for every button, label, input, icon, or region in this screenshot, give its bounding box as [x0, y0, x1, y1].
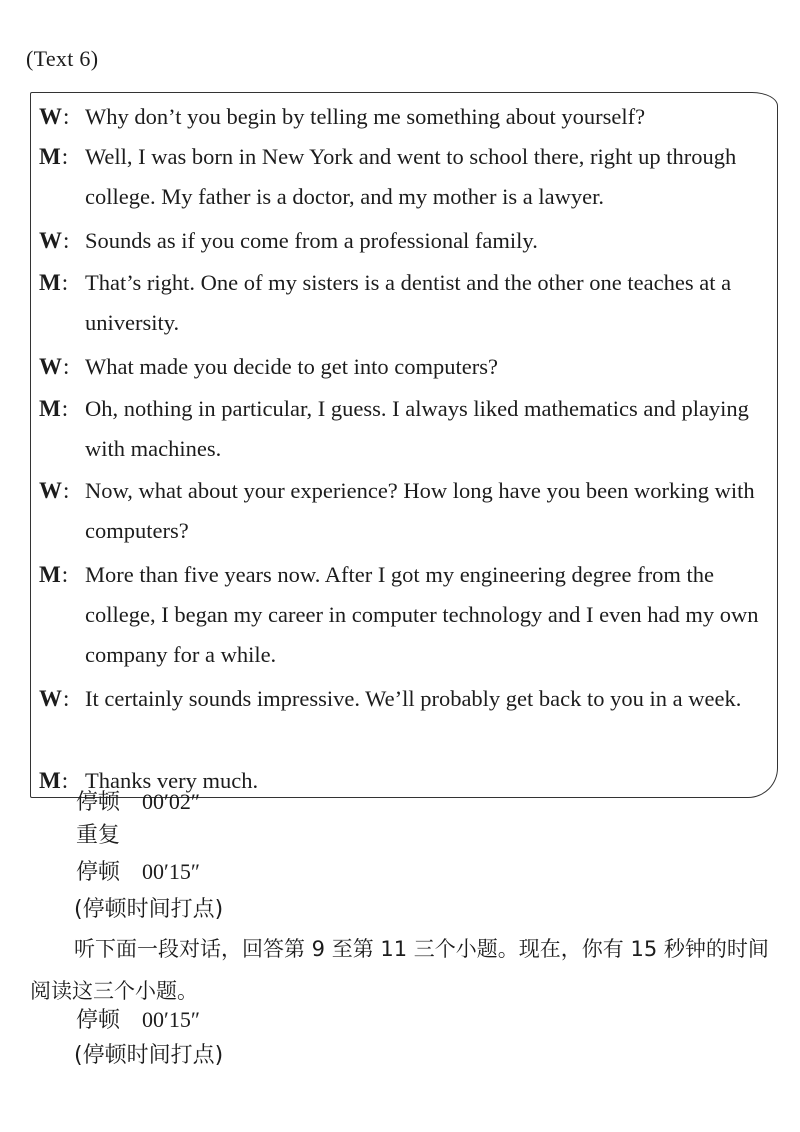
speaker-label: W:: [39, 354, 70, 379]
speaker-label: M:: [39, 270, 69, 295]
speaker-label: M:: [39, 144, 69, 169]
speaker-label: W:: [39, 228, 70, 253]
repeat-line: 重复: [76, 823, 121, 848]
speaker-label: M:: [39, 768, 69, 793]
page-label: (Text 6): [26, 46, 99, 71]
dialogue-turn: [39, 389, 777, 471]
turn-text: Oh, nothing in particular, I guess. I always liked mathematics and playing with machines.: [85, 396, 749, 461]
pause-line: [76, 788, 200, 817]
dialogue-turn: [39, 221, 777, 263]
dialogue-turn: [39, 679, 777, 761]
turn-text: It certainly sounds impressive. We’ll probably get back to you in a week.: [85, 686, 742, 711]
turn-text: Now, what about your experience? How long have you been working with computers?: [85, 478, 755, 543]
pause-time: 00′15″: [142, 1007, 200, 1032]
pause-time: 00′15″: [142, 859, 200, 884]
pause-time: 00′02″: [142, 789, 200, 814]
turn-text: Sounds as if you come from a professional family.: [85, 228, 538, 253]
speaker-label: M:: [39, 562, 69, 587]
speaker-label: M:: [39, 396, 69, 421]
dialogue-turn: [39, 137, 777, 221]
pause-line: [76, 858, 200, 887]
pause-mark-note: (停顿时间打点): [74, 897, 224, 922]
dialogue-turn: [39, 263, 777, 347]
turn-text: What made you decide to get into computers?: [85, 354, 498, 379]
speaker-label: W:: [39, 478, 70, 503]
dialogue-turn: [39, 347, 777, 389]
pause-mark-note: (停顿时间打点): [74, 1043, 224, 1068]
pause-line: [76, 1006, 200, 1035]
pause-label: 停顿: [76, 1008, 121, 1033]
speaker-label: W:: [39, 686, 70, 711]
pause-label: 停顿: [76, 860, 121, 885]
instruction-paragraph: 听下面一段对话，回答第 9 至第 11 三个小题。现在，你有 15 秒钟的时间阅读这三个小题。: [30, 937, 769, 1003]
dialogue-lines: [39, 97, 777, 801]
dialogue-box: [30, 92, 778, 798]
dialogue-turn: [39, 97, 777, 137]
speaker-label: W:: [39, 104, 70, 129]
turn-text: Well, I was born in New York and went to school there, right up through college. My father is a doctor, and my mother is a lawyer.: [85, 144, 737, 209]
turn-text: More than five years now. After I got my engineering degree from the college, I began my career in computer technology and I even had my own company for a while.: [85, 562, 759, 667]
pause-label: 停顿: [76, 790, 121, 815]
turn-text: Thanks very much.: [85, 768, 259, 793]
dialogue-turn: [39, 555, 777, 679]
dialogue-turn: [39, 471, 777, 555]
turn-text: Why don’t you begin by telling me something about yourself?: [85, 104, 646, 129]
turn-text: That’s right. One of my sisters is a dentist and the other one teaches at a university.: [85, 270, 732, 335]
